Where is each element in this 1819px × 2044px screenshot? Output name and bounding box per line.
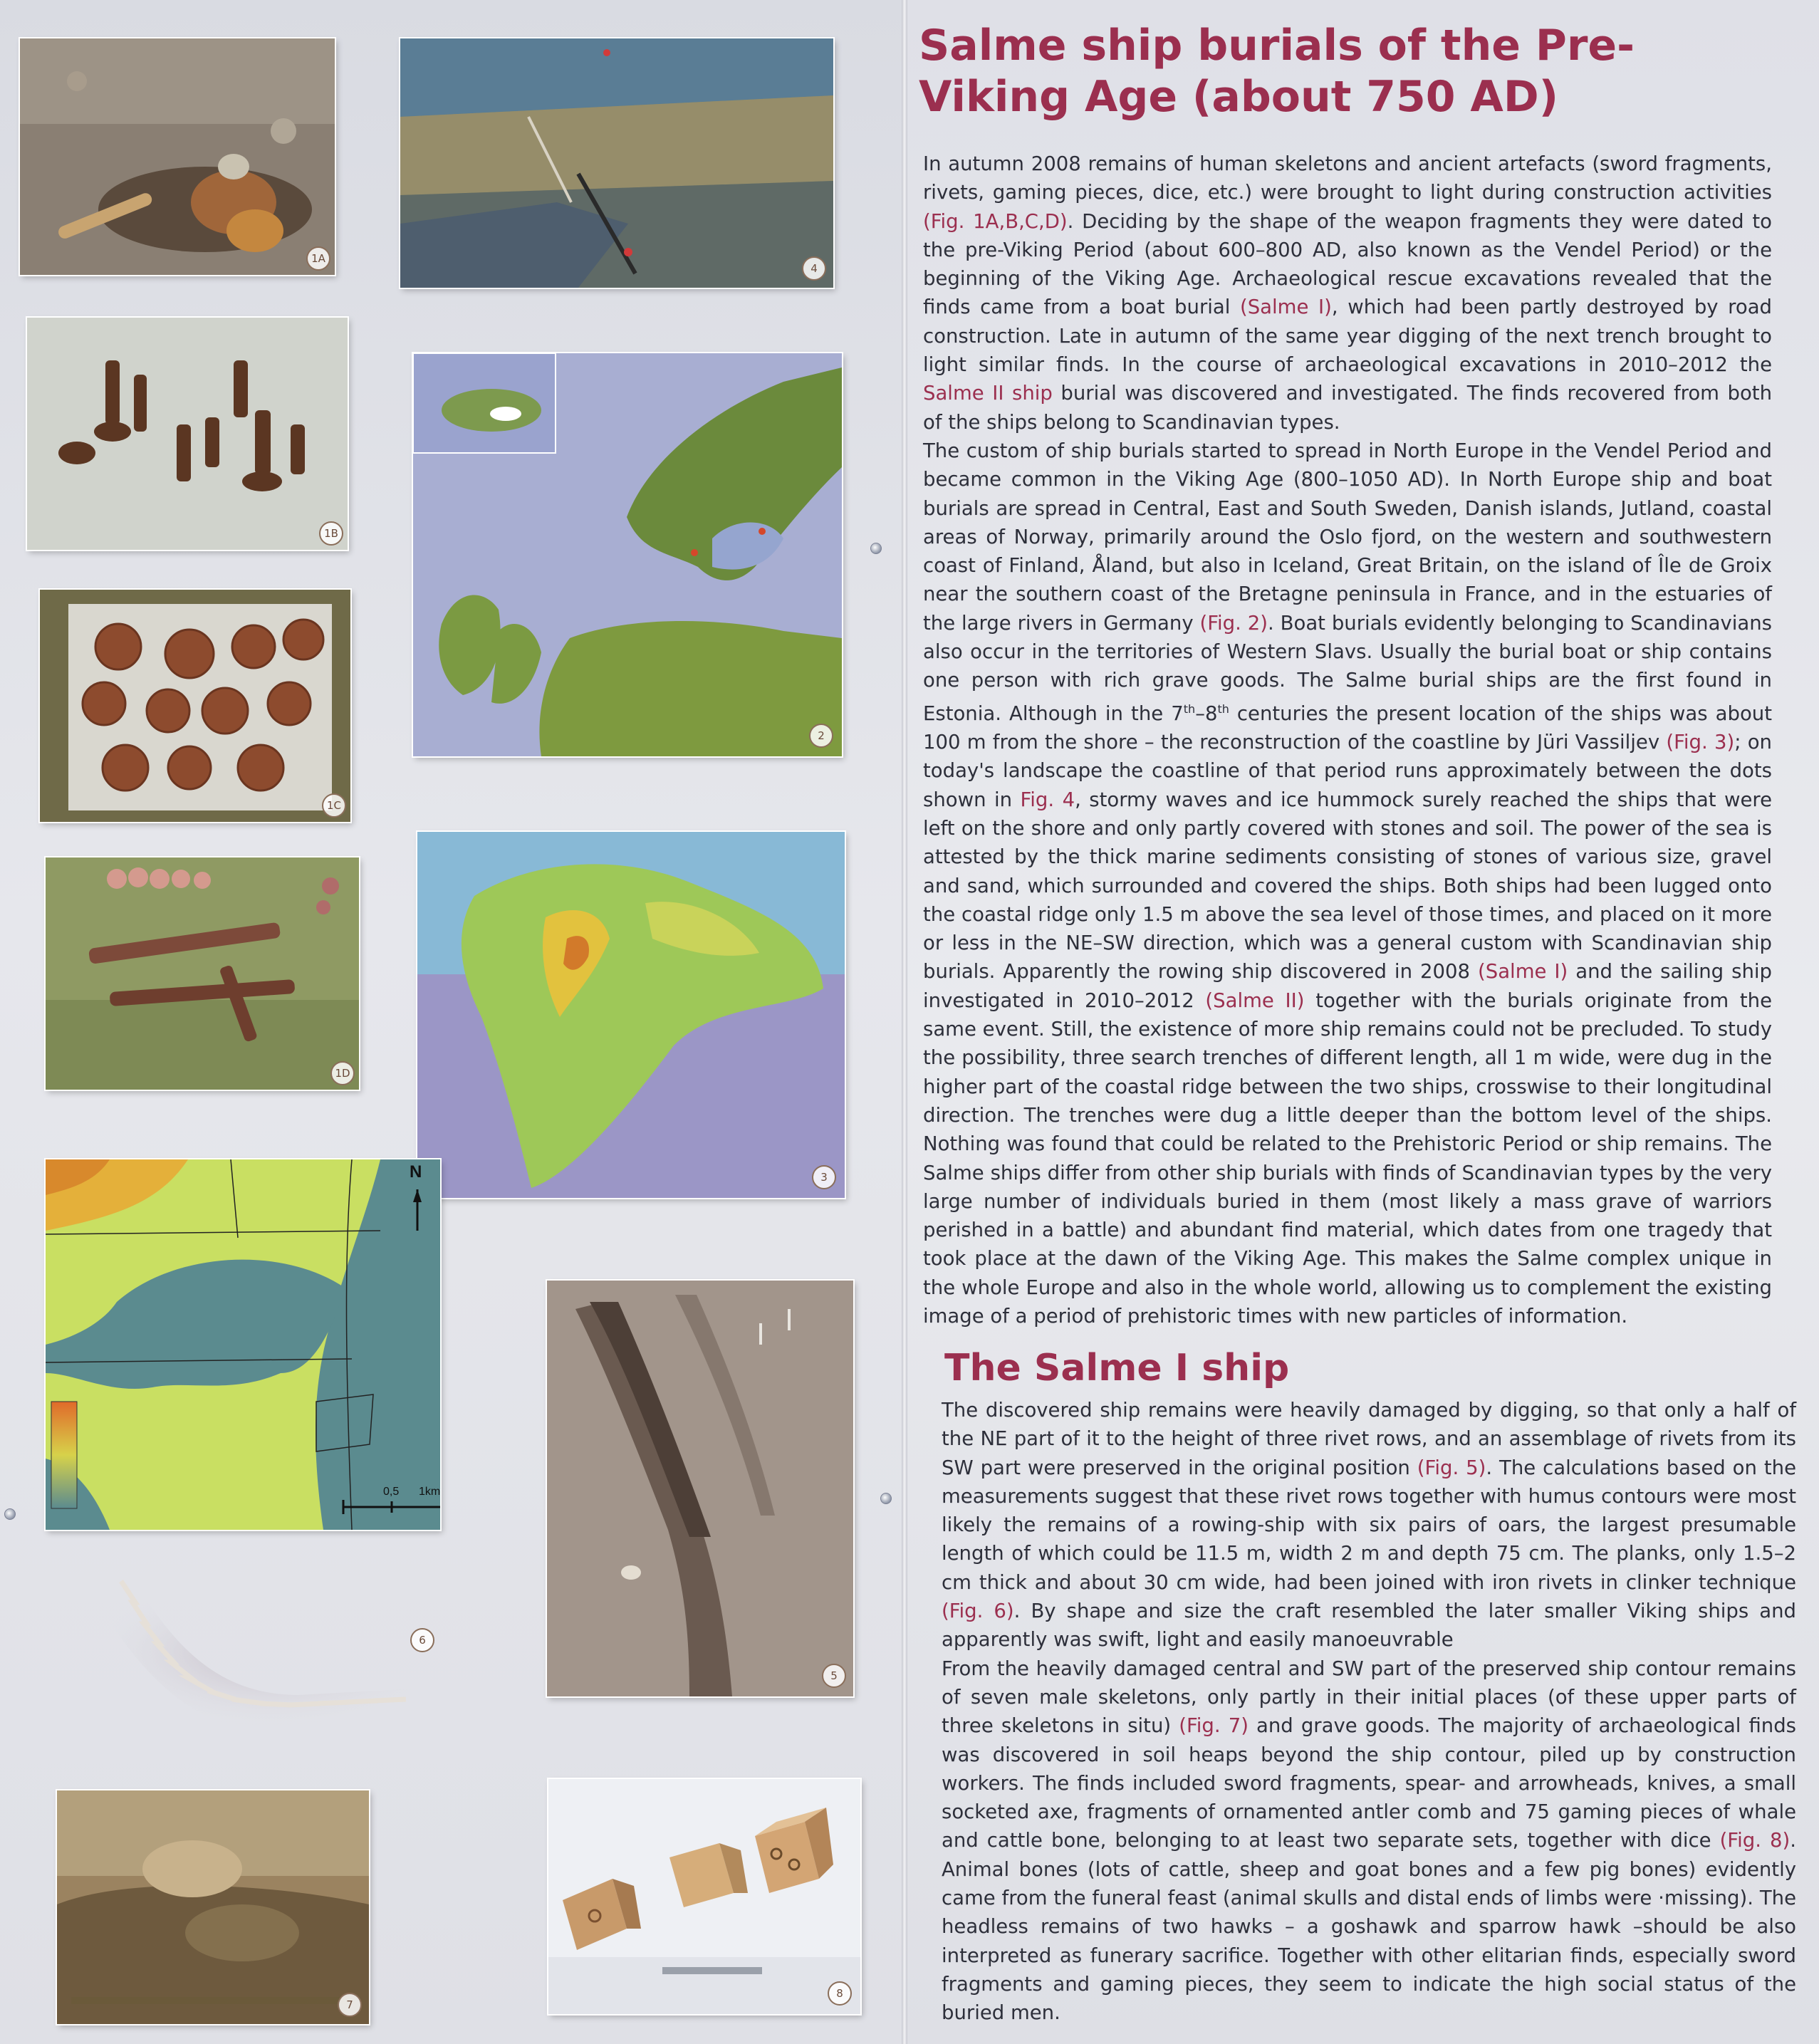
figure-6-badge: 6 (410, 1628, 434, 1652)
figure-8-badge: 8 (828, 1981, 852, 2006)
figure-1d-photo (46, 857, 359, 1090)
figure-7-badge: 7 (338, 1993, 362, 2017)
topographic-map (46, 1159, 440, 1530)
north-label: N (410, 1162, 422, 1182)
figure-3-relief-map (417, 832, 845, 1198)
salme-1-paragraph-1: The discovered ship remains were heavily damaged by digging, so that only a half of the NE part of it to the height of three rivet rows, and an assemblage of rivets from its SW part were preserved in the original position (Fig. 5). The calculations based on the measurements suggest that these rivet rows together with humus contours were most likely the remains of a rowing-ship with six pairs of oars, the largest presumable length of which could be 11.5 m, width 2 m and depth 75 cm. The planks, only 1.5–2 cm thick and about 30 cm wide, had been joined with iron rivets in clinker technique (Fig. 6). By shape and size the craft resembled the later smaller Viking ships and apparently was swift, light and easily manoeuvrable (942, 1399, 1796, 1652)
fig-1-reference: (Fig. 1A,B,C,D) (923, 209, 1068, 233)
aerial-photo (400, 38, 833, 288)
salme-1-reference: (Salme I) (1478, 960, 1568, 984)
figure-1b-photo (27, 318, 348, 550)
figure-3-badge: 3 (812, 1165, 836, 1189)
fig-2-reference: (Fig. 2) (1199, 611, 1268, 635)
figure-1b-badge: 1B (319, 521, 343, 546)
section-title-salme-1: The Salme I ship (944, 1347, 1290, 1389)
mounting-bolt (4, 1508, 16, 1520)
figure-5-badge: 5 (822, 1664, 846, 1688)
panel-seam (902, 0, 907, 2044)
salme-2-reference: (Salme II) (1205, 989, 1305, 1012)
figure-8-photo (548, 1779, 860, 2014)
intro-text (923, 150, 1772, 1330)
figure-6-drawing (100, 1553, 456, 1745)
intro-paragraph-2: The custom of ship burials started to spread in North Europe in the Vendel Period and became common in the Viking Age (800–1050 AD). In North Europe ship and boat burials are spread in Central, East and South Sweden, Danish islands, Jutland, coastal areas of Norway, primarily around the Oslo fjord, on the western and southwestern coast of Finland, Åland, but also in Iceland, Great Britain, on the island of Île de Groix near the southern coast of the Bretagne peninsula in France, and in the estuaries of the large rivers in Germany (Fig. 2). Boat burials evidently belonging to Scandinavians also occur in the territories of Western Slavs. Usually the burial boat or ship contains one person with rich grave goods. The Salme burial ships are the first found in Estonia. Although in the 7th–8th centuries the present location of the ships was about 100 m from the shore – the reconstruction of the coastline by Jüri Vassiljev (Fig. 3); on today's landscape the coastline of that period runs approximately between the dots shown in Fig. 4, stormy waves and ice hummock surely reached the ships that were left on the shore and only partly covered with stones and soil. The power of the sea is attested by the thick marine sediments consisting of stones of various size, gravel and sand, which surrounded and covered the ships. Both ships had been lugged onto the coastal ridge only 1.5 m above the sea level of those times, and placed on it more or less in the NE–SW direction, which was a general custom with Scandinavian ship burials. Apparently the rowing ship discovered in 2008 (Salme I) and the sailing ship investigated in 2010–2012 (Salme II) together with the burials originate from the same event. Still, the existence of more ship remains could not be precluded. To study the possibility, three search trenches of different length, all 1 m wide, were dug in the higher part of the coastal ridge between the two ships, crosswise to their longitudinal direction. The trenches were dug a little deeper than the bottom level of the ships. Nothing was found that could be related to the Prehistoric Period or ship remains. The Salme ships differ from other ship burials with finds of Scandinavian types by the very large number of individuals buried in them (most likely a mass grave of warriors perished in a battle) and abundant find material, which dates from one tragedy that took place at the dawn of the Viking Age. This makes the Salme complex unique in the whole Europe and also in the whole world, allowing us to complement the existing image of a period of prehistoric times with new particles of information. (923, 439, 1773, 1328)
figure-2-map (413, 353, 842, 756)
fig-8-reference: (Fig. 8) (1719, 1829, 1791, 1852)
fig-6-reference: (Fig. 6) (942, 1600, 1014, 1623)
fig-5-reference: (Fig. 5) (1417, 1456, 1486, 1479)
mounting-bolt (880, 1493, 892, 1504)
figure-1c-photo (40, 590, 350, 822)
salme-1-reference: (Salme I) (1240, 296, 1332, 319)
salme-1-paragraph-2: From the heavily damaged central and SW part of the preserved ship contour remains of seven male skeletons, only partly in their initial places (of these upper parts of three skeletons in situ) (Fig. 7) and grave goods. The majority of archaeological finds was discovered in soil heaps beyond the ship contour, piled up by construction workers. The finds included sword fragments, spear- and arrowheads, knives, a small socketed axe, fragments of ornamented antler comb and 75 gaming pieces of whale and cattle bone, belonging to at least two separate sets, together with dice (Fig. 8). Animal bones (lots of cattle, sheep and goat bones and a few pig bones) evidently came from the funeral feast (animal skulls and distal ends of limbs were ·missing). The headless remains of two hawks – a goshawk and sparrow hawk –should be also interpreted as funerary sacrifice. Together with other elitarian finds, especially sword fragments and gaming pieces, they seem to indicate the high social status of the buried men. (942, 1657, 1796, 2025)
scale-end-label: 1km (419, 1486, 440, 1498)
page-title: Salme ship burials of the Pre-Viking Age (about 750 AD) (919, 21, 1635, 122)
figure-4-badge: 4 (802, 256, 826, 281)
figure-1a-badge: 1A (306, 246, 330, 271)
salme-1-text (942, 1396, 1796, 2028)
scale-mid-label: 0,5 (383, 1486, 400, 1498)
figure-1a-photo (20, 38, 335, 275)
fig-7-reference: (Fig. 7) (1179, 1714, 1249, 1738)
figure-7-photo (57, 1790, 369, 2024)
salme-2-reference: Salme II ship (923, 382, 1053, 405)
figure-1d-badge: 1D (330, 1061, 355, 1085)
fig-4-reference: Fig. 4 (1020, 788, 1075, 811)
fig-3-reference: (Fig. 3) (1666, 731, 1735, 754)
figure-5-photo (547, 1281, 853, 1696)
mounting-bolt (870, 543, 882, 554)
intro-paragraph-1: In autumn 2008 remains of human skeletons and ancient artefacts (sword fragments, rivets, gaming pieces, dice, etc.) were brought to light during construction activities (Fig. 1A,B,C,D). Deciding by the shape of the weapon fragments they were dated to the pre-Viking Period (about 600–800 AD, also known as the Vendel Period) or the beginning of the Viking Age. Archaeological rescue excavations revealed that the finds came from a boat burial (Salme I), which had been partly destroyed by road construction. Late in autumn of the same year digging of the next trench brought to light similar finds. In the course of archaeological excavations in 2010–2012 the Salme II ship burial was discovered and investigated. The finds recovered from both of the ships belong to Scandinavian types. (923, 152, 1773, 434)
figure-2-badge: 2 (809, 724, 833, 748)
figure-1c-badge: 1C (322, 793, 346, 818)
